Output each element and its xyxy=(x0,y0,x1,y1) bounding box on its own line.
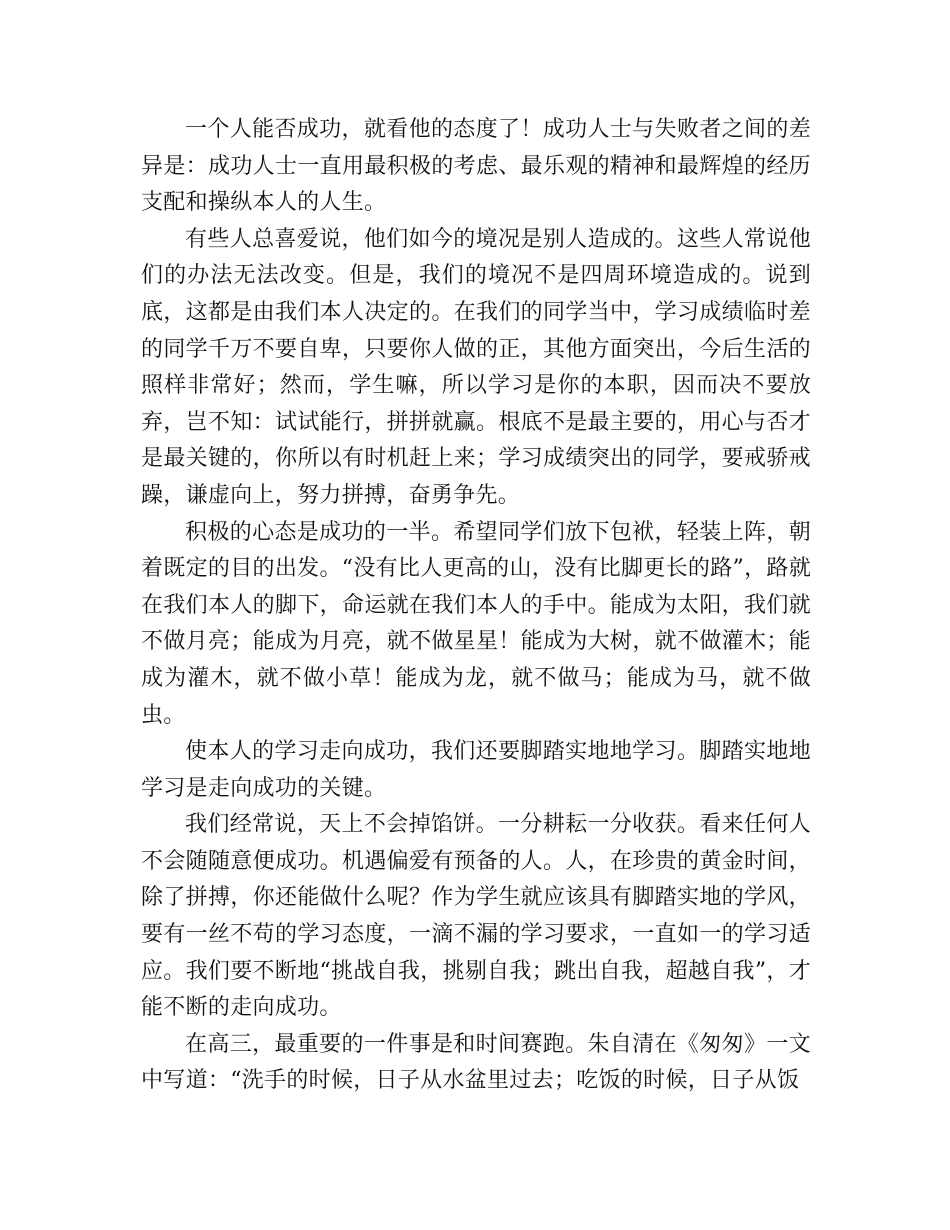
document-page xyxy=(141,112,811,1100)
paragraph: 有些人总喜爱说，他们如今的境况是别人造成的。这些人常说他们的办法无法改变。但是，我们的境况不是四周环境造成的。说到底，这都是由我们本人决定的。在我们的同学当中，学习成绩临时差的同学千万不要自卑，只要你人做的正，其他方面突出，今后生活的照样非常好；然而，学生嘛，所以学习是你的本职，因而决不要放弃，岂不知：试试能行，拼拼就赢。根底不是最主要的，用心与否才是最关键的，你所以有时机赶上来；学习成绩突出的同学，要戒骄戒躁，谦虚向上，努力拼搏，奋勇争先。 xyxy=(141,226,811,508)
paragraph: 我们经常说，天上不会掉馅饼。一分耕耘一分收获。看来任何人不会随随意便成功。机遇偏爱有预备的人。人，在珍贵的黄金时间，除了拼搏，你还能做什么呢？作为学生就应该具有脚踏实地的学风，要有一丝不苟的学习态度，一滴不漏的学习要求，一直如一的学习适应。我们要不断地“挑战自我，挑剔自我；跳出自我，超越自我”，才能不断的走向成功。 xyxy=(141,812,811,1021)
paragraph: 一个人能否成功，就看他的态度了！成功人士与失败者之间的差异是：成功人士一直用最积极的考虑、最乐观的精神和最辉煌的经历支配和操纵本人的人生。 xyxy=(141,117,811,216)
paragraph: 使本人的学习走向成功，我们还要脚踏实地地学习。脚踏实地地学习是走向成功的关键。 xyxy=(141,739,811,801)
paragraph: 积极的心态是成功的一半。希望同学们放下包袱，轻装上阵，朝着既定的目的出发。“没有比人更高的山，没有比脚更长的路”，路就在我们本人的脚下，命运就在我们本人的手中。能成为太阳，我们就不做月亮；能成为月亮，就不做星星！能成为大树，就不做灌木；能成为灌木，就不做小草！能成为龙，就不做马；能成为马，就不做虫。 xyxy=(141,519,811,728)
paragraph: 在高三，最重要的一件事是和时间赛跑。朱自清在《匆匆》一文中写道：“洗手的时候，日子从水盆里过去；吃饭的时候，日子从饭 xyxy=(141,1031,811,1094)
